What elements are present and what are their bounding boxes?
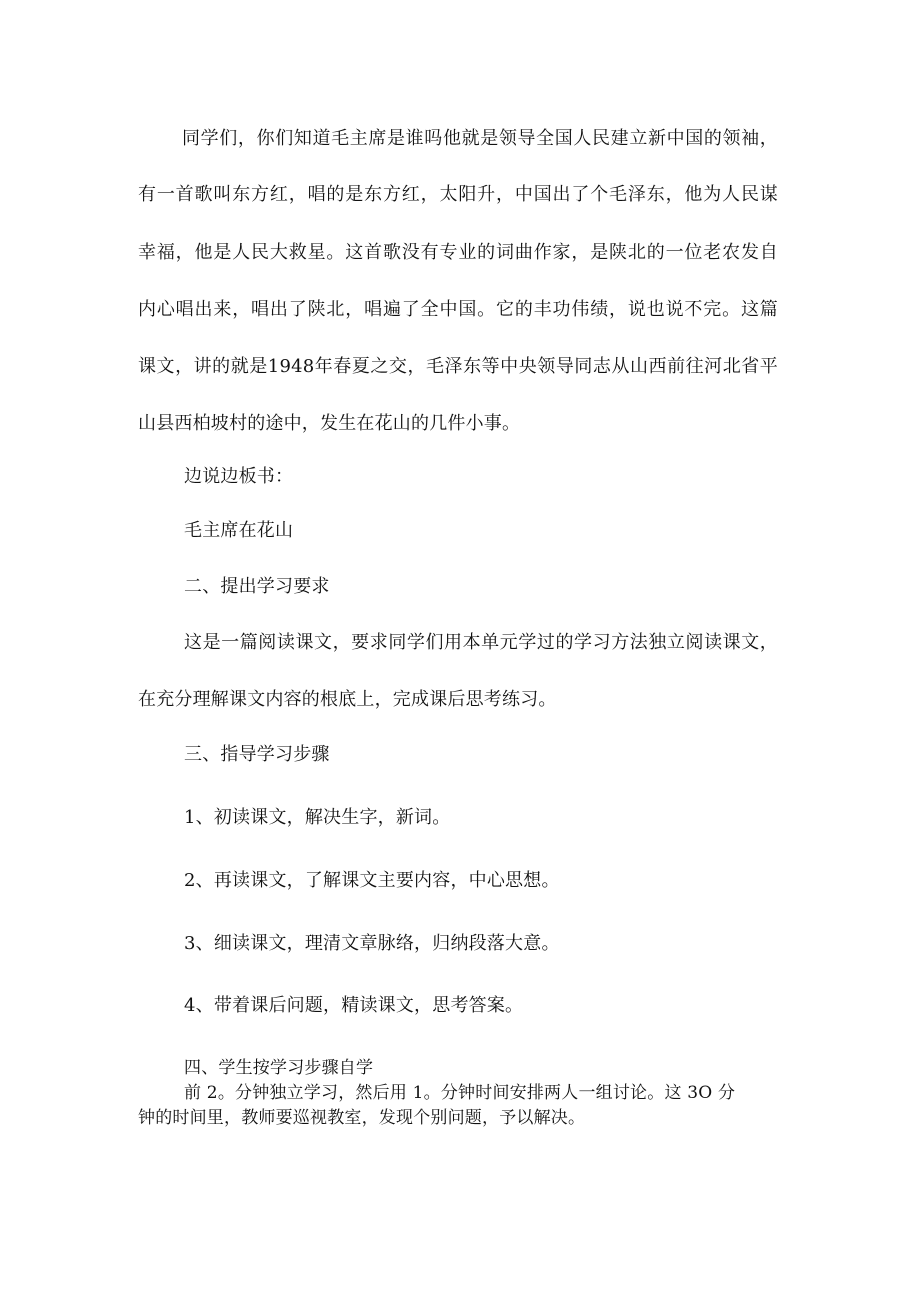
step-item-2: 2、再读课文，了解课文主要内容，中心思想。 [184, 870, 560, 891]
board-intro: 边说边板书： [184, 466, 294, 487]
section2-heading: 二、提出学习要求 [184, 576, 330, 597]
intro-line-3: 幸福，他是人民大救星。这首歌没有专业的词曲作家，是陕北的一位老农发自 [138, 242, 778, 263]
step-item-4: 4、带着课后问题，精读课文，思考答案。 [184, 995, 524, 1016]
board-title: 毛主席在花山 [184, 520, 294, 541]
section3-heading: 三、指导学习步骤 [184, 744, 330, 765]
section2-line-2: 在充分理解课文内容的根底上，完成课后思考练习。 [138, 689, 557, 710]
intro-line-1: 同学们，你们知道毛主席是谁吗他就是领导全国人民建立新中国的领袖， [182, 128, 778, 149]
intro-line-4: 内心唱出来，唱出了陕北，唱遍了全中国。它的丰功伟绩，说也说不完。这篇 [138, 299, 778, 320]
section4-line-1: 前 2。分钟独立学习，然后用 1。分钟时间安排两人一组讨论。这 3O 分 [184, 1083, 736, 1103]
step-item-3: 3、细读课文，理清文章脉络，归纳段落大意。 [184, 933, 560, 954]
intro-line-6: 山县西柏坡村的途中，发生在花山的几件小事。 [138, 413, 521, 434]
intro-line-2: 有一首歌叫东方红，唱的是东方红，太阳升，中国出了个毛泽东，他为人民谋 [138, 184, 778, 205]
section4-line-2: 钟的时间里，教师要巡视教室，发现个别问题，予以解决。 [138, 1108, 586, 1128]
intro-line-5: 课文，讲的就是1948年春夏之交，毛泽东等中央领导同志从山西前往河北省平 [138, 356, 778, 377]
step-item-1: 1、初读课文，解决生字，新词。 [184, 807, 451, 828]
section2-line-1: 这是一篇阅读课文，要求同学们用本单元学过的学习方法独立阅读课文， [184, 632, 778, 653]
section4-heading: 四、学生按学习步骤自学 [184, 1058, 374, 1078]
